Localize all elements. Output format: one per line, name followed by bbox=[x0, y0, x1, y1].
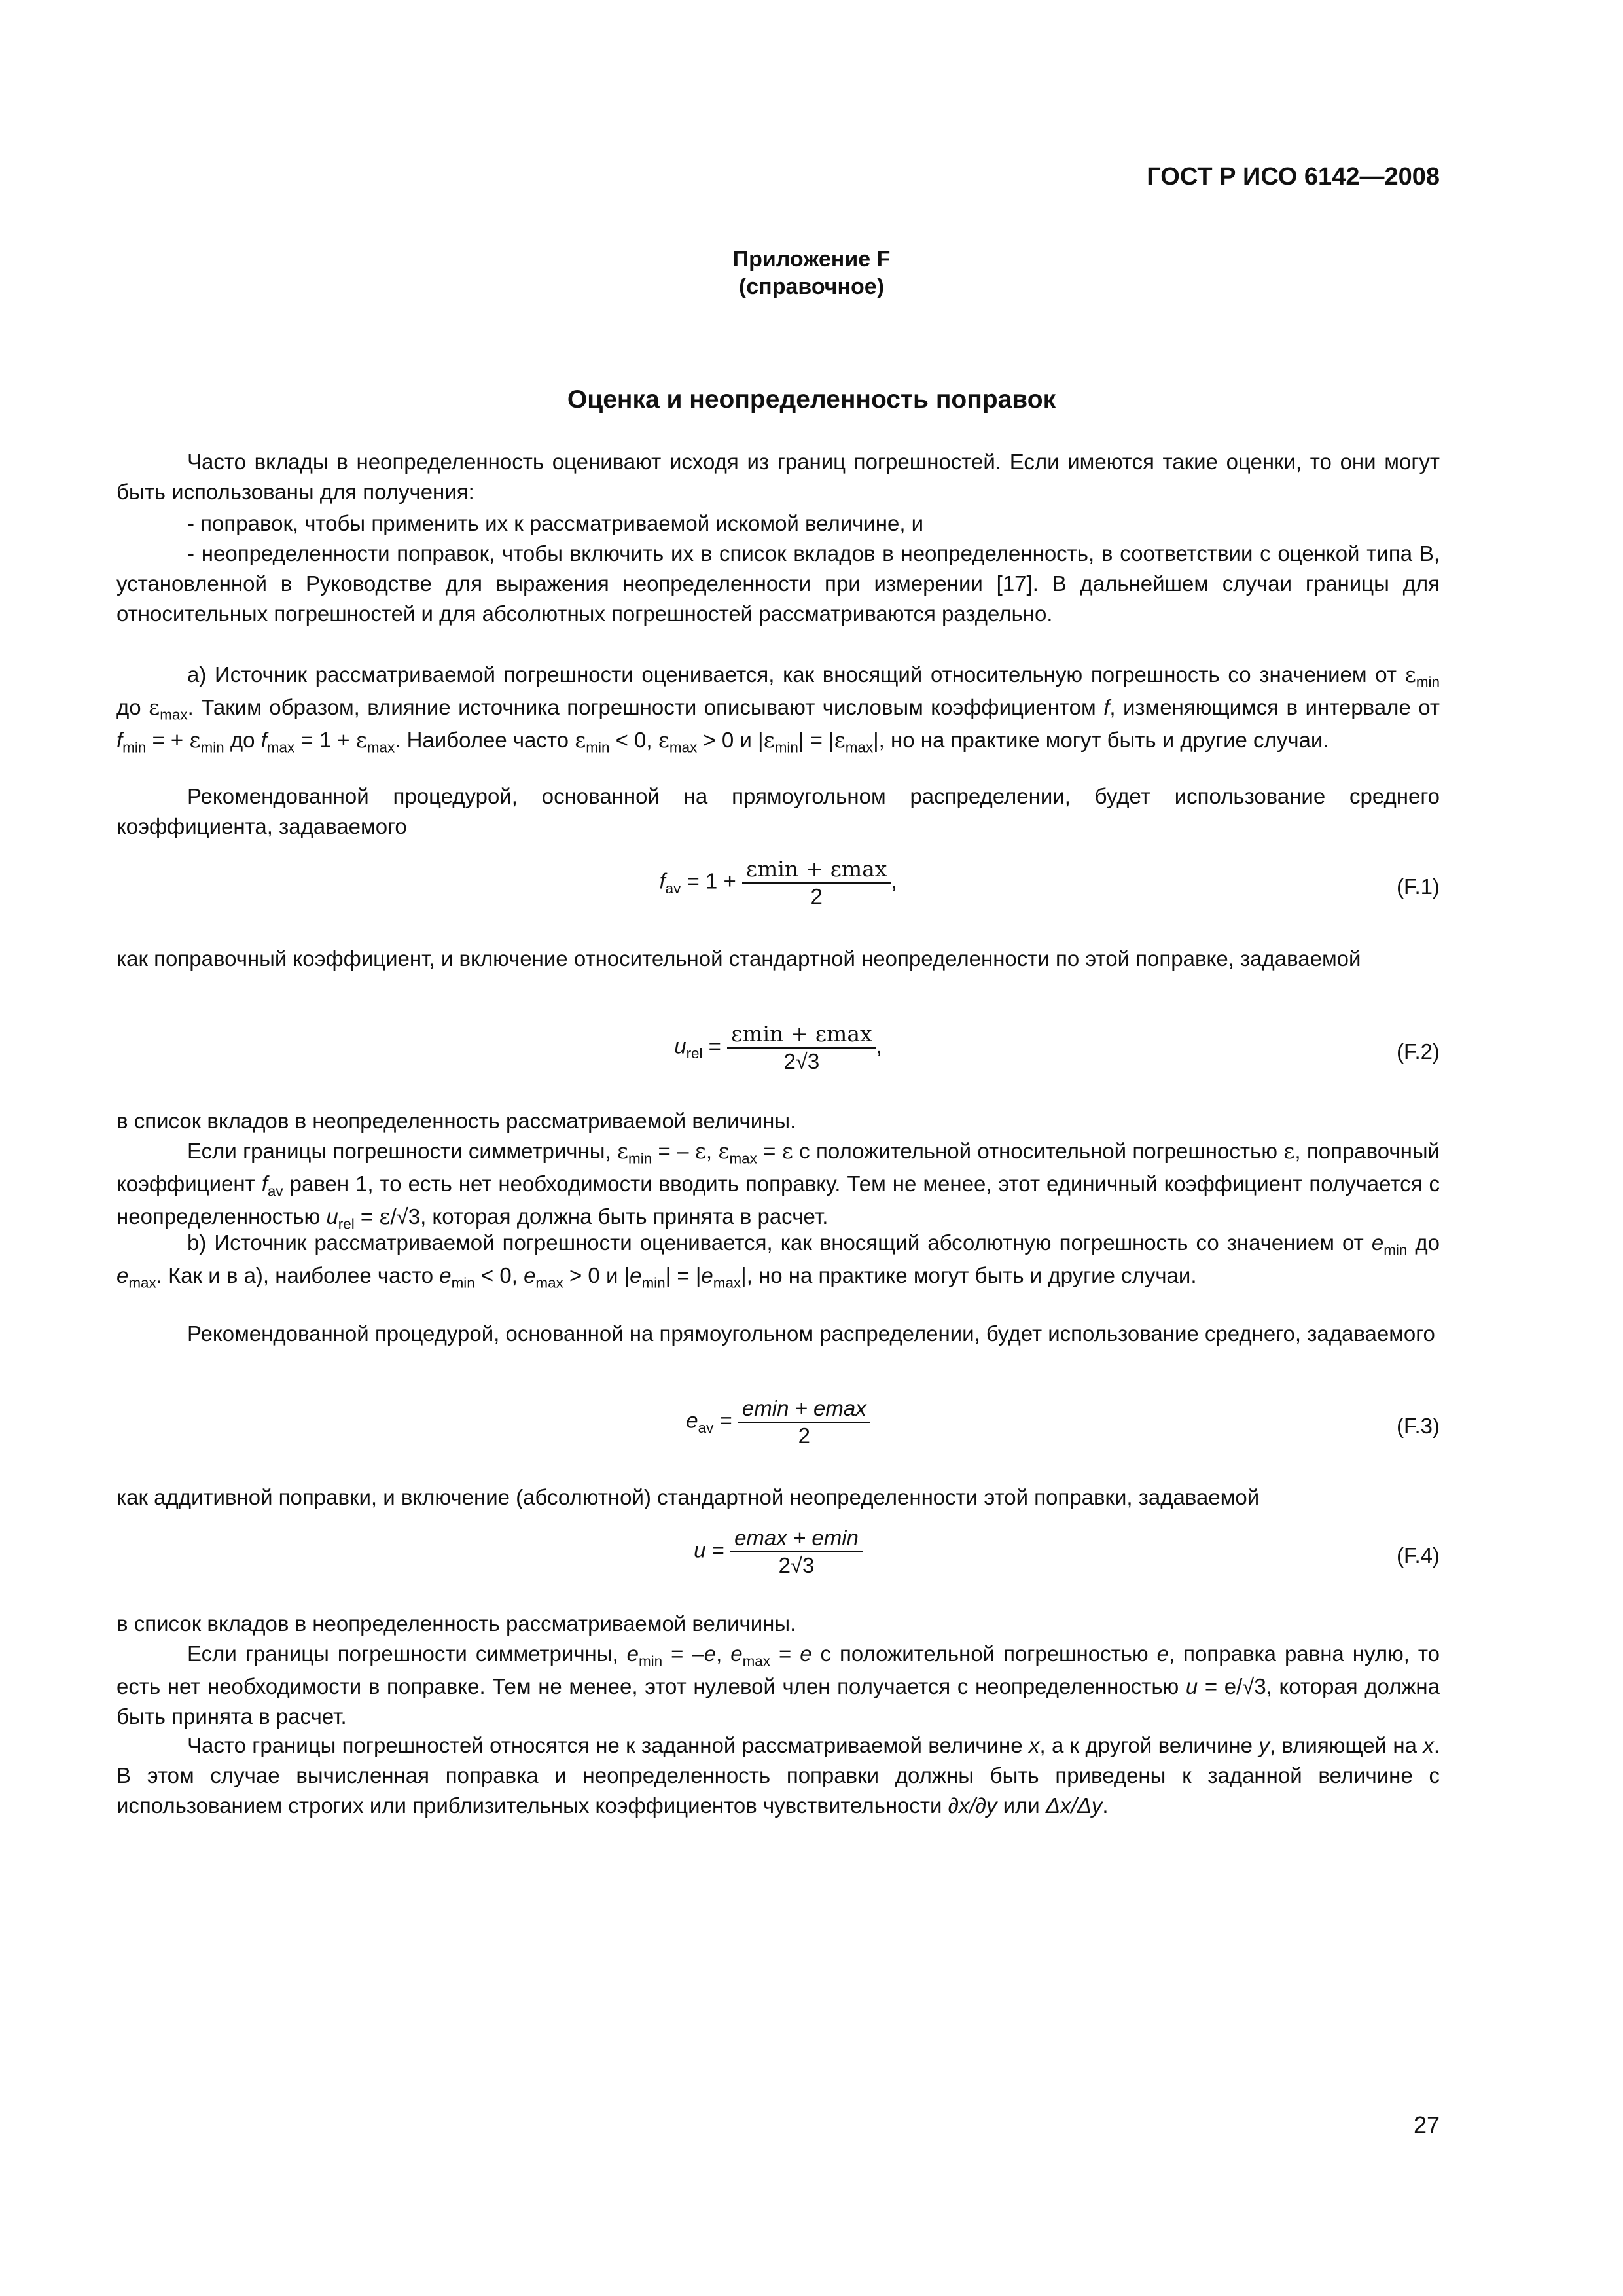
equation-f4: u = $\frac{emax + emin}{2√3}$ (F.4) bbox=[694, 1526, 1440, 1577]
annex-title: Приложение F bbox=[732, 247, 891, 272]
paragraph-item-2: - неопределенности поправок, чтобы включить их в список вкладов в неопределенность, в соответствии с оценкой типа В, установленной в Руководстве для выражения неопределенности при измерении [17]. В дальнейшем случаи границы для относительных погрешностей и для абсолютных погрешностей рассматриваются раздельно. bbox=[116, 541, 1440, 626]
page-number: 27 bbox=[1413, 2111, 1440, 2138]
paragraph-intro: Часто вклады в неопределенность оценивают исходя из границ погрешностей. Если имеются такие оценки, то они могут быть использованы для получения: bbox=[116, 450, 1440, 505]
equation-label: (F.4) bbox=[1397, 1543, 1440, 1568]
standard-designation: ГОСТ Р ИСО 6142—2008 bbox=[1147, 163, 1440, 190]
paragraph-recommended-2: Рекомендованной процедурой, основанной на прямоугольном распределении, будет использование среднего, задаваемого bbox=[187, 1321, 1435, 1346]
paragraph-after-f3: как аддитивной поправки, и включение (абсолютной) стандартной неопределенности этой поправки, задаваемой bbox=[116, 1485, 1260, 1509]
paragraph-b: b) Источник рассматриваемой погрешности оценивается, как вносящий абсолютную погрешность со значением от $e_{min}$ до $e_{max}$. Как и в а), наиболее часто $e_{min} < 0$, $e_{max} > 0$ и $|e_{min}| = |e_{max}|$, но на практике могут быть и другие случаи. bbox=[116, 1230, 1440, 1291]
paragraph-symmetric-relative: Если границы погрешности симметричны, $\varepsilon_{min}$ = – ε, $\varepsilon_{max} = \varepsilon$ с положительной относительной погрешностью ε, поправочный коэффициент $f_{av}$ равен 1, то есть нет необходимости вводить поправку. Тем не менее, этот единичный коэффициент получается с неопределенностью $u_{rel} = \varepsilon/√3$, которая должна быть принята в расчет. bbox=[116, 1138, 1440, 1232]
paragraph-after-f4: в список вкладов в неопределенность рассматриваемой величины. bbox=[116, 1611, 796, 1636]
section-title: Оценка и неопределенность поправок bbox=[567, 386, 1056, 414]
equation-label: (F.3) bbox=[1397, 1414, 1440, 1438]
annex-subtitle: (справочное) bbox=[738, 274, 885, 299]
paragraph-after-f1: как поправочный коэффициент, и включение относительной стандартной неопределенности по этой поправке, задаваемой bbox=[116, 946, 1361, 971]
paragraph-item-1: - поправок, чтобы применить их к рассматриваемой искомой величине, и bbox=[187, 511, 924, 535]
paragraph-recommended-1: Рекомендованной процедурой, основанной на прямоугольном распределении, будет использование среднего коэффициента, задаваемого bbox=[116, 784, 1440, 839]
equation-label: (F.2) bbox=[1397, 1039, 1440, 1064]
paragraph-a: а) Источник рассматриваемой погрешности оценивается, как вносящий относительную погрешность со значением от $\varepsilon_{min}$ до $\varepsilon_{max}$. Таким образом, влияние источника погрешности описывают числовым коэффициентом f, изменяющимся в интервале от $f_{min}$ = + $\varepsilon_{min}$ до $f_{max} = 1 + \varepsilon_{max}$. Наиболее часто $\varepsilon_{min} < 0$, $\varepsilon_{max} > 0$ и $|\varepsilon_{min}| = |\varepsilon_{max}|$, но на практике могут быть и другие случаи. bbox=[116, 662, 1440, 756]
paragraph-symmetric-absolute: Если границы погрешности симметричны, $e_{min} = -e$, $e_{max} = e$ с положительной погрешностью e, поправка равна нулю, то есть нет необходимости в поправке. Тем не менее, этот нулевой член получается с неопределенностью u = e/√3, которая должна быть принята в расчет. bbox=[116, 1641, 1440, 1729]
paragraph-after-f2: в список вкладов в неопределенность рассматриваемой величины. bbox=[116, 1109, 796, 1133]
equation-label: (F.1) bbox=[1397, 874, 1440, 899]
equation-f2: $u_{rel}$ = $\frac{\varepsilon\min + \varepsilon\max}{2√3}$ , (F.2) bbox=[674, 1021, 1440, 1073]
equation-f1: $f_{av} = 1$ + $\frac{\varepsilon\min + \varepsilon\max}{2}$ , (F.1) bbox=[659, 856, 1440, 908]
equation-f3: $e_{av}$ = $\frac{emin + emax}{2}$ (F.3) bbox=[686, 1396, 1440, 1448]
paragraph-sensitivity: Часто границы погрешностей относятся не к заданной рассматриваемой величине x, а к другой величине y, влияющей на x. В этом случае вычисленная поправка и неопределенность поправки должны быть приведены к заданной величине с использованием строгих или приблизительных коэффициентов чувствительности ∂x/∂y или Δx/Δy. bbox=[116, 1733, 1440, 1818]
